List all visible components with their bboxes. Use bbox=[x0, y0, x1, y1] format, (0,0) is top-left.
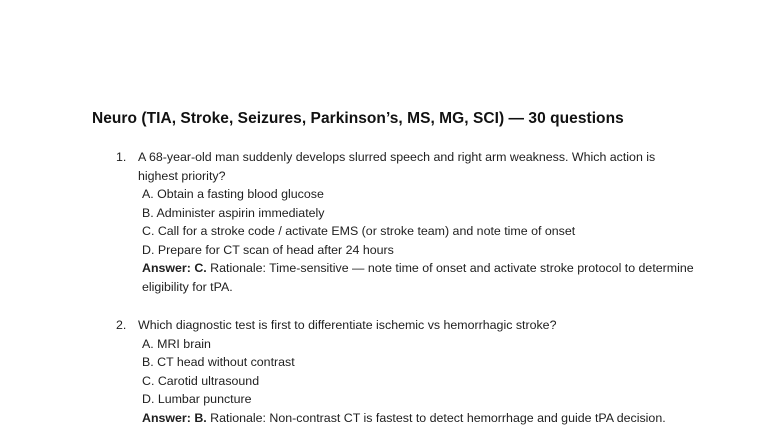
question-number: 1. bbox=[116, 150, 127, 164]
answer-label: Answer: B. bbox=[142, 410, 207, 425]
answer-option-b: B. Administer aspirin immediately bbox=[142, 205, 325, 220]
answer-option-c: C. Carotid ultrasound bbox=[142, 373, 260, 388]
section-title: Neuro (TIA, Stroke, Seizures, Parkinson’s, MS, MG, SCI) — 30 questions bbox=[92, 110, 624, 127]
question-stem: Which diagnostic test is first to differentiate ischemic vs hemorrhagic stroke? bbox=[138, 318, 557, 332]
answer-option-b: B. CT head without contrast bbox=[142, 355, 295, 369]
answer-rationale bbox=[138, 409, 702, 428]
question-stem: A 68-year-old man suddenly develops slurred speech and right arm weakness. Which action is highest priority? bbox=[138, 150, 656, 183]
rationale-text: Rationale: Time-sensitive — note time of onset and activate stroke protocol to determine eligibility for tPA. bbox=[142, 261, 694, 294]
answer-rationale bbox=[138, 259, 702, 296]
question-body bbox=[138, 316, 716, 427]
answer-option-a: A. Obtain a fasting blood glucose bbox=[142, 187, 324, 201]
question-body bbox=[138, 148, 716, 296]
question-item bbox=[116, 316, 716, 427]
answer-option-c: C. Call for a stroke code / activate EMS (or stroke team) and note time of onset bbox=[142, 224, 576, 238]
rationale-text: Rationale: Non-contrast CT is fastest to detect hemorrhage and guide tPA decision. bbox=[206, 410, 666, 425]
answer-option-d: D. Prepare for CT scan of head after 24 hours bbox=[142, 242, 394, 257]
answer-label: Answer: C. bbox=[142, 261, 207, 275]
question-number: 2. bbox=[116, 318, 127, 332]
answer-option-a: A. MRI brain bbox=[142, 336, 211, 351]
question-item bbox=[116, 148, 716, 296]
answer-option-d: D. Lumbar puncture bbox=[142, 392, 252, 406]
